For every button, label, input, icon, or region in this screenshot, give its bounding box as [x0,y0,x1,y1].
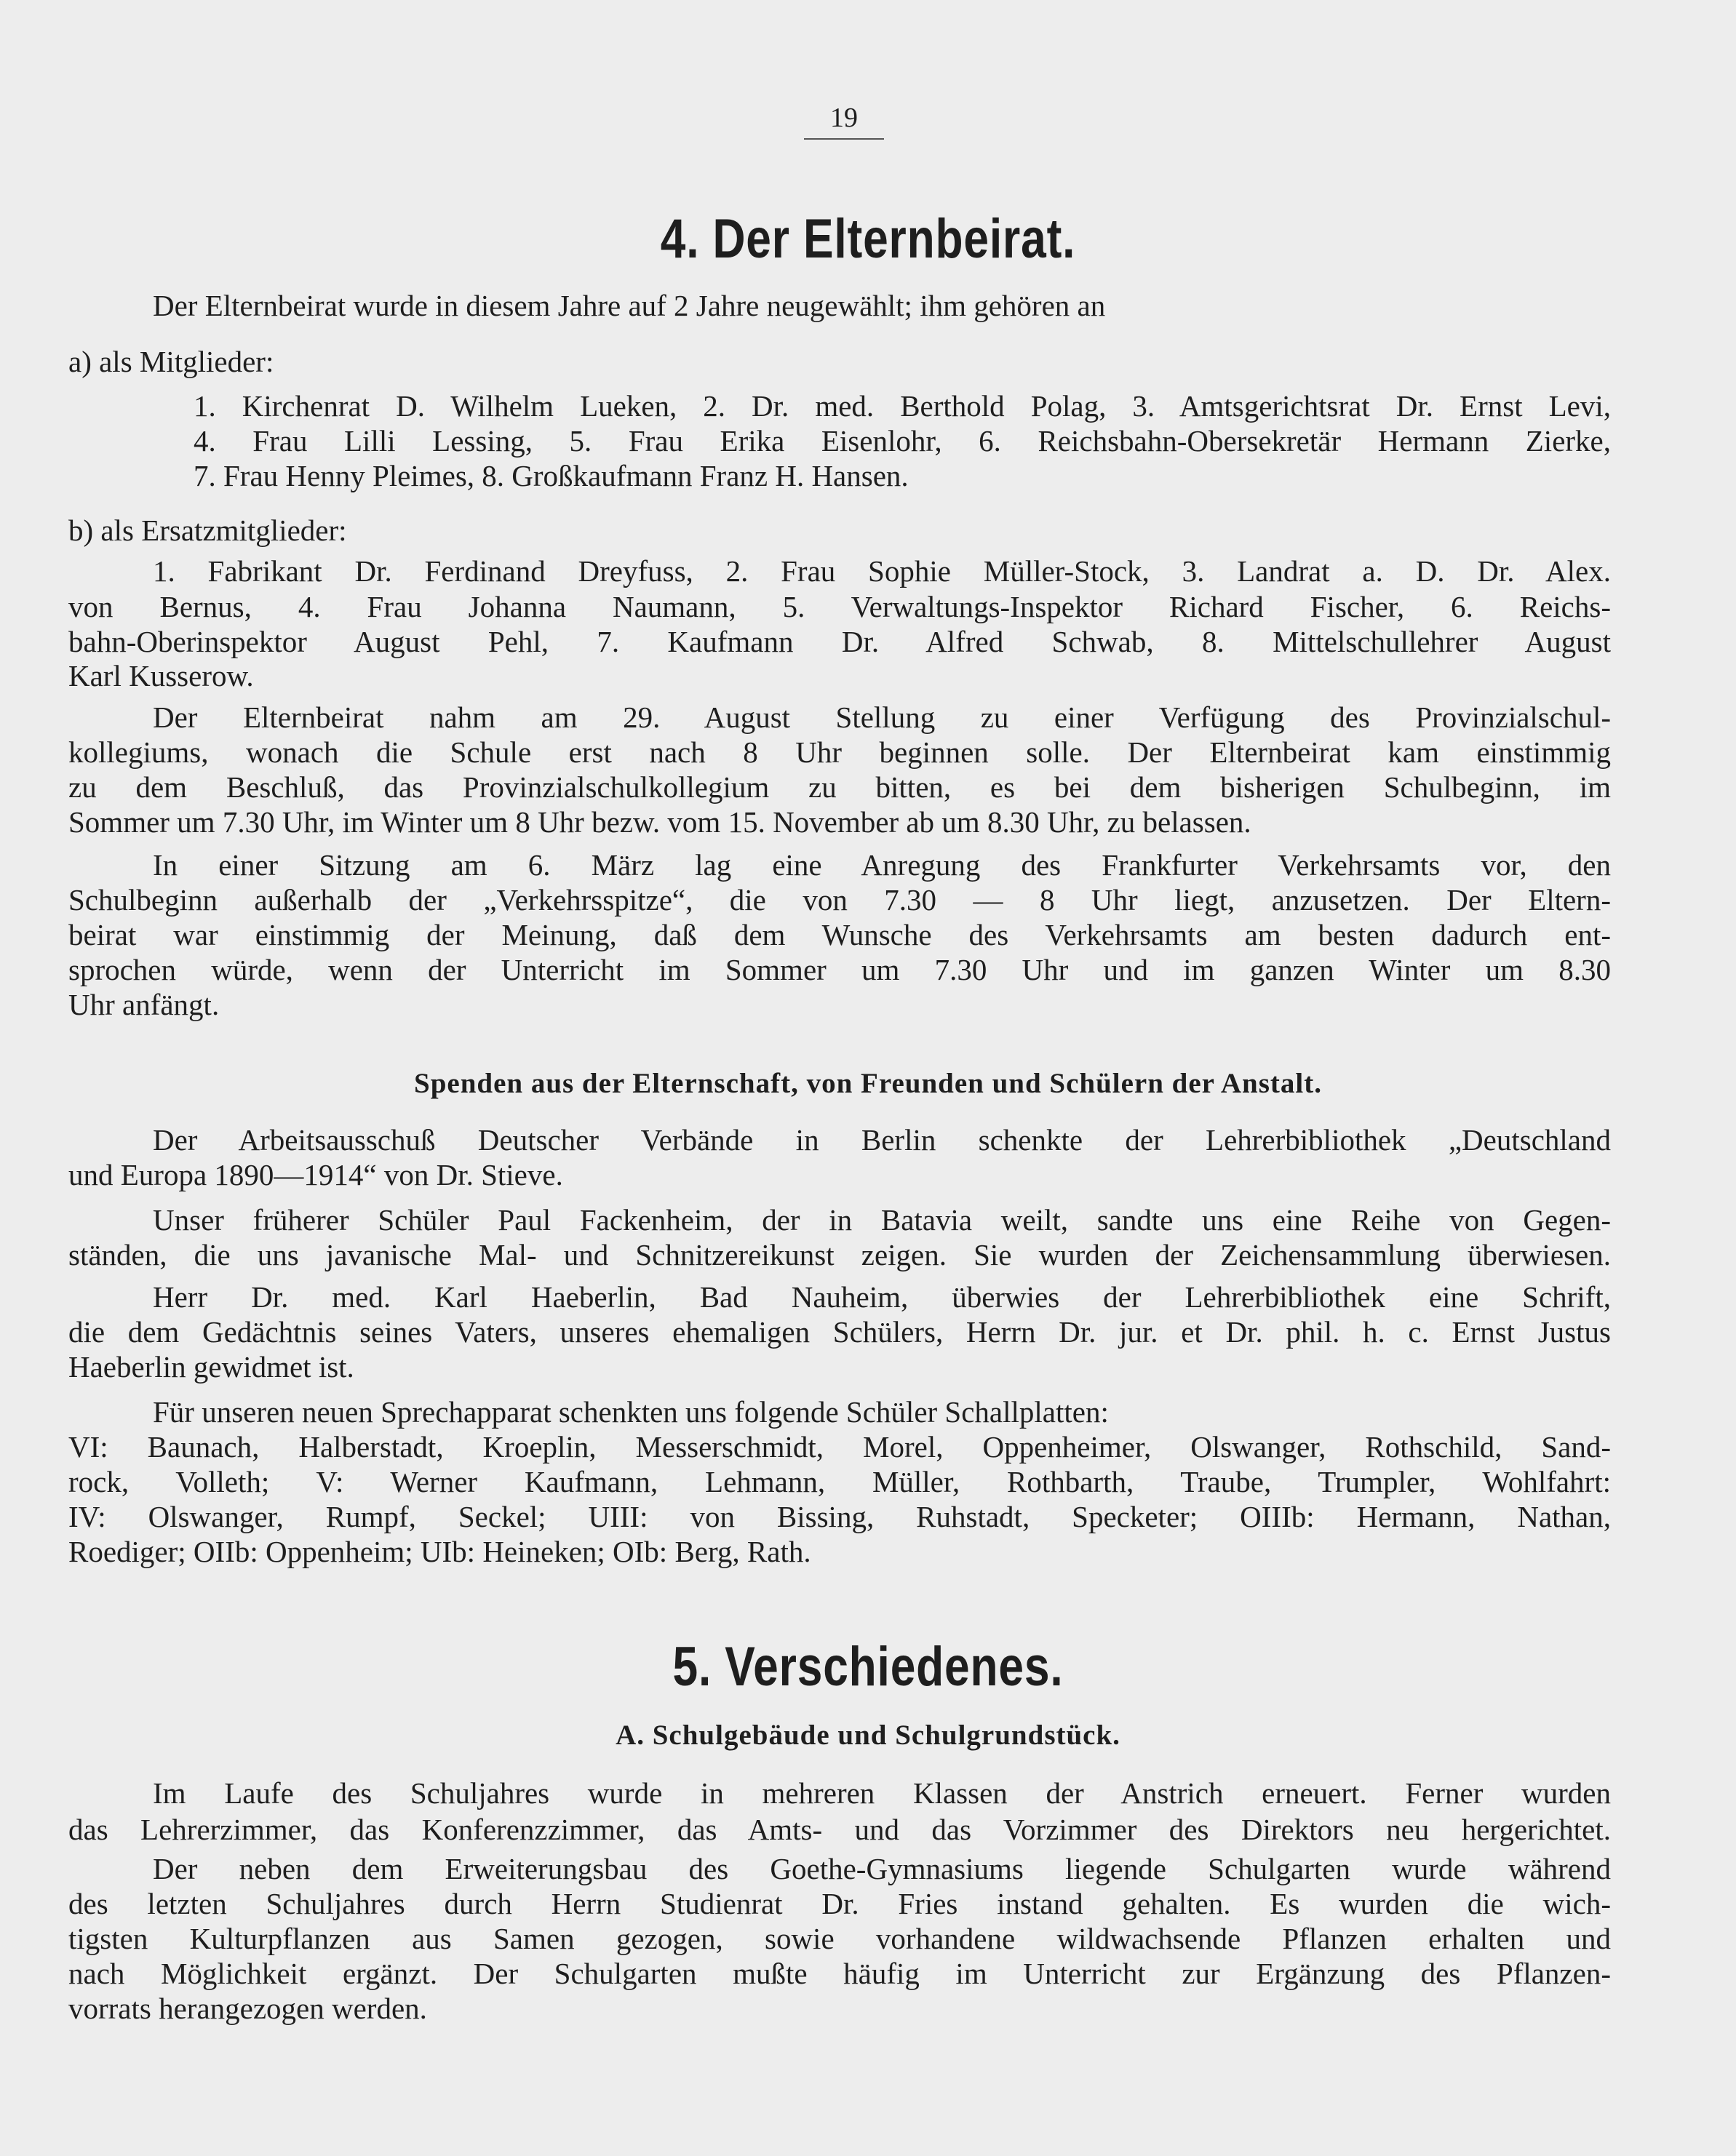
paragraph-line: vorrats herangezogen werden. [68,1992,427,2025]
paragraph-line: Der neben dem Erweiterungsbau des Goethe-Gymnasiums liegende Schulgarten wurde während [153,1852,1611,1885]
paragraph-line: Sommer um 7.30 Uhr, im Winter um 8 Uhr bezw. vom 15. November ab um 8.30 Uhr, zu belassen. [68,805,1251,839]
paragraph-line: das Lehrerzimmer, das Konferenzzimmer, das Amts- und das Vorzimmer des Direktors neu hergerichtet. [68,1813,1611,1846]
paragraph-line: Im Laufe des Schuljahres wurde in mehreren Klassen der Anstrich erneuert. Ferner wurden [153,1776,1611,1810]
paragraph-line: In einer Sitzung am 6. März lag eine Anregung des Frankfurter Verkehrsamts vor, den [153,848,1611,882]
paragraph-line: Uhr anfängt. [68,988,220,1021]
paragraph-line: und Europa 1890—1914“ von Dr. Stieve. [68,1158,563,1191]
member-line: 7. Frau Henny Pleimes, 8. Großkaufmann Franz H. Hansen. [194,459,909,492]
substitute-line: Karl Kusserow. [68,659,254,692]
member-line: 1. Kirchenrat D. Wilhelm Lueken, 2. Dr. med. Berthold Polag, 3. Amtsgerichtsrat Dr. Ernst Levi, [194,389,1611,423]
paragraph-line: Schulbeginn außerhalb der „Verkehrsspitze“, die von 7.30 — 8 Uhr liegt, anzusetzen. Der Eltern- [68,883,1611,917]
paragraph-line: die dem Gedächtnis seines Vaters, unseres ehemaligen Schülers, Herrn Dr. jur. et Dr. phil. h. c. Ernst Justus [68,1315,1611,1349]
paragraph-line: tigsten Kulturpflanzen aus Samen gezogen, sowie vorhandene wildwachsende Pflanzen erhalten und [68,1922,1611,1955]
paragraph-line: des letzten Schuljahres durch Herrn Studienrat Dr. Fries instand gehalten. Es wurden die wich- [68,1887,1611,1920]
paragraph-line: kollegiums, wonach die Schule erst nach 8 Uhr beginnen solle. Der Elternbeirat kam einstimmig [68,735,1611,769]
members-label: a) als Mitglieder: [68,345,274,378]
paragraph-line: rock, Volleth; V: Werner Kaufmann, Lehmann, Müller, Rothbarth, Traube, Trumpler, Wohlfahrt: [68,1465,1611,1498]
paragraph-line: Roediger; OIIb: Oppenheim; UIb: Heineken; OIb: Berg, Rath. [68,1535,811,1568]
paragraph-line: Haeberlin gewidmet ist. [68,1350,354,1384]
substitute-line: von Bernus, 4. Frau Johanna Naumann, 5. Verwaltungs-Inspektor Richard Fischer, 6. Reichs- [68,590,1611,623]
donations-title: Spenden aus der Elternschaft, von Freunden und Schülern der Anstalt. [414,1068,1322,1099]
paragraph-line: IV: Olswanger, Rumpf, Seckel; UIII: von Bissing, Ruhstadt, Specketer; OIIIb: Hermann, Nathan, [68,1500,1611,1533]
section-4-intro: Der Elternbeirat wurde in diesem Jahre auf 2 Jahre neugewählt; ihm gehören an [153,289,1106,322]
paragraph-line: Unser früherer Schüler Paul Fackenheim, der in Batavia weilt, sandte uns eine Reihe von Gegen- [153,1203,1611,1237]
paragraph-line: zu dem Beschluß, das Provinzialschulkollegium zu bitten, es bei dem bisherigen Schulbeginn, im [68,770,1611,804]
section-5-subtitle: A. Schulgebäude und Schulgrundstück. [616,1720,1120,1751]
section-5-title: 5. Verschiedenes. [672,1636,1064,1698]
paragraph-line: sprochen würde, wenn der Unterricht im Sommer um 7.30 Uhr und im ganzen Winter um 8.30 [68,953,1611,986]
paragraph-line: VI: Baunach, Halberstadt, Kroeplin, Messerschmidt, Morel, Oppenheimer, Olswanger, Rothschild, Sand- [68,1430,1611,1464]
substitute-line: bahn-Oberinspektor August Pehl, 7. Kaufmann Dr. Alfred Schwab, 8. Mittelschullehrer August [68,625,1611,658]
paragraph-line: Der Arbeitsausschuß Deutscher Verbände in Berlin schenkte der Lehrerbibliothek „Deutschland [153,1123,1611,1157]
paragraph-line: Herr Dr. med. Karl Haeberlin, Bad Nauheim, überwies der Lehrerbibliothek eine Schrift, [153,1280,1611,1314]
substitutes-label: b) als Ersatzmitglieder: [68,514,347,547]
page-number: 19 [804,102,884,140]
paragraph-line: ständen, die uns javanische Mal- und Schnitzereikunst zeigen. Sie wurden der Zeichensammlung überwiesen. [68,1238,1611,1271]
substitute-line: 1. Fabrikant Dr. Ferdinand Dreyfuss, 2. Frau Sophie Müller-Stock, 3. Landrat a. D. Dr. Alex. [153,554,1611,588]
paragraph-line: beirat war einstimmig der Meinung, daß dem Wunsche des Verkehrsamts am besten dadurch ent- [68,918,1611,951]
paragraph-line: Der Elternbeirat nahm am 29. August Stellung zu einer Verfügung des Provinzialschul- [153,700,1611,734]
paragraph-line: nach Möglichkeit ergänzt. Der Schulgarten mußte häufig im Unterricht zur Ergänzung des Pflanzen- [68,1957,1611,1990]
section-4-title: 4. Der Elternbeirat. [660,208,1076,270]
member-line: 4. Frau Lilli Lessing, 5. Frau Erika Eisenlohr, 6. Reichsbahn-Obersekretär Hermann Zierke, [194,424,1611,458]
paragraph-line: Für unseren neuen Sprechapparat schenkten uns folgende Schüler Schallplatten: [153,1395,1109,1429]
